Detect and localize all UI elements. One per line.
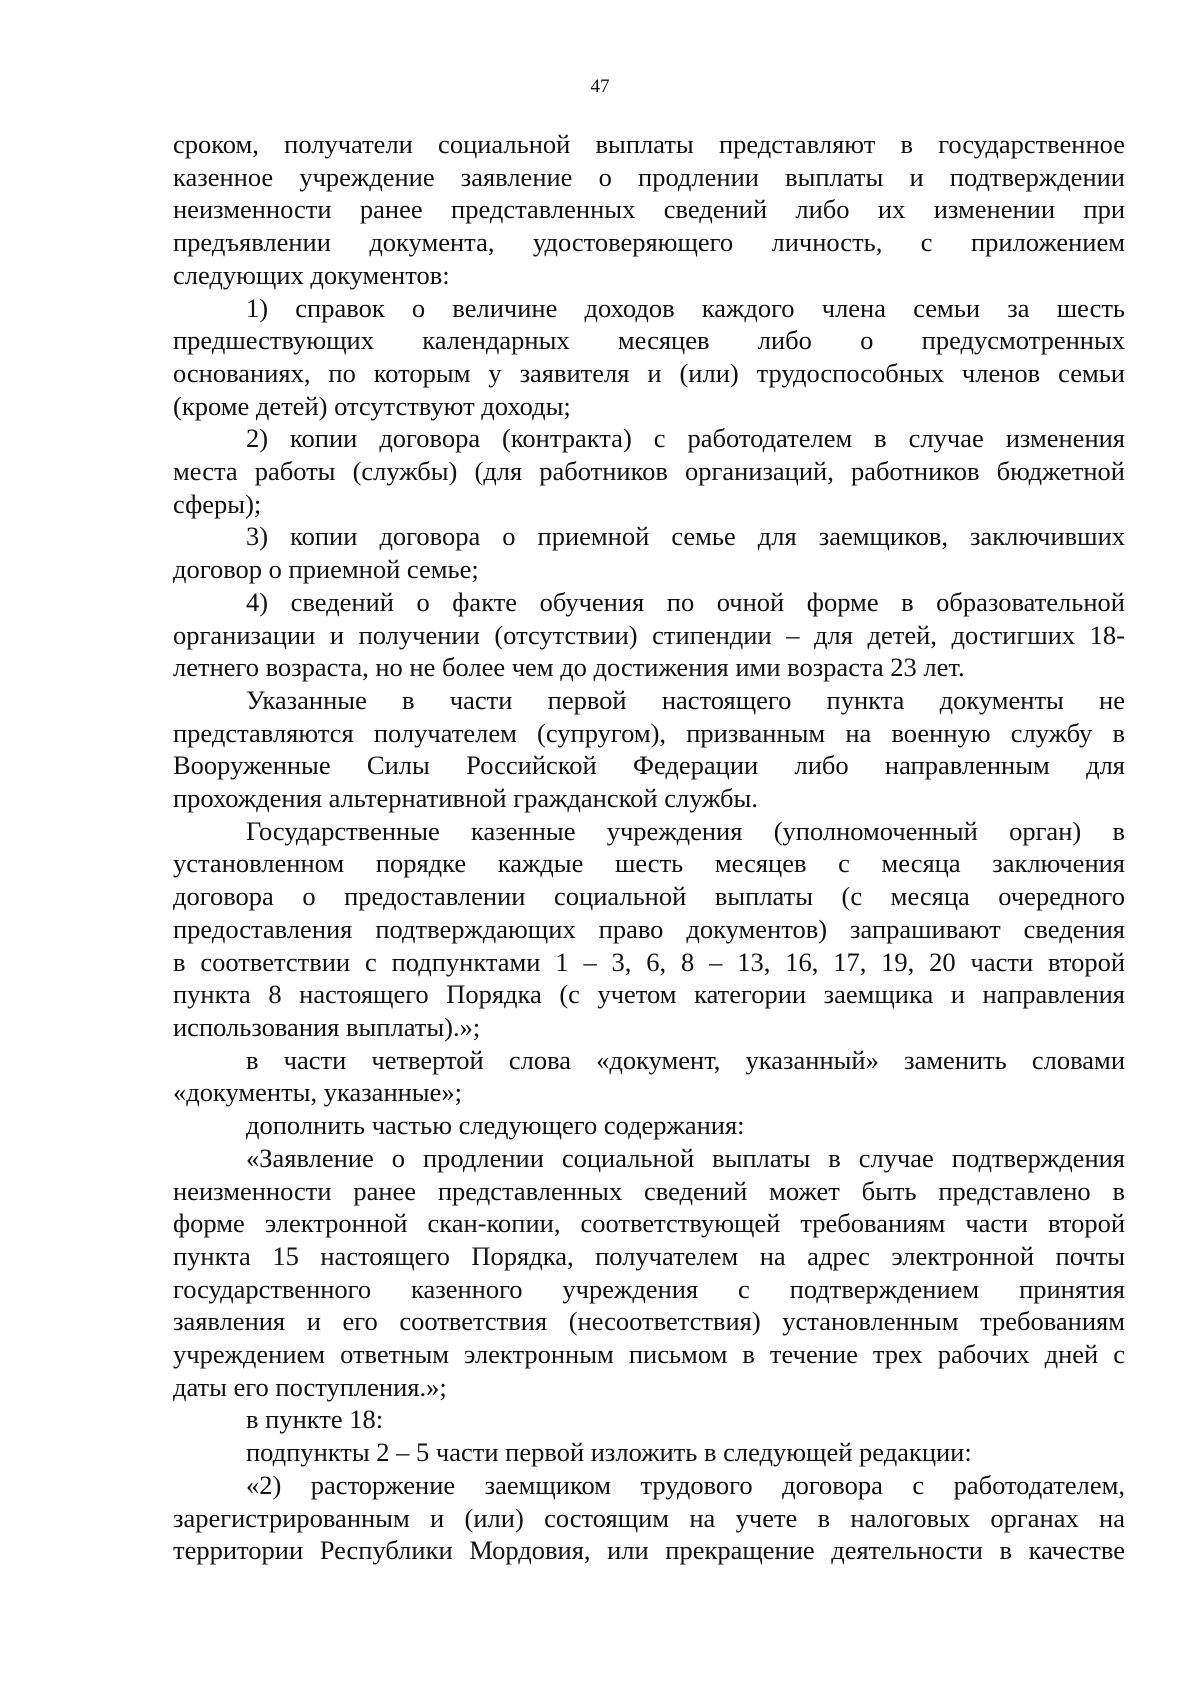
- text-line: предшествующих календарных месяцев либо о предусмотренных: [173, 325, 1125, 356]
- text-line: сферы);: [173, 488, 262, 519]
- text-line: места работы (службы) (для работников организаций, работников бюджетной: [173, 456, 1125, 487]
- text-line: 1) справок о величине доходов каждого члена семьи за шесть: [246, 292, 1125, 323]
- text-line: летнего возраста, но не более чем до достижения ими возраста 23 лет.: [173, 652, 965, 683]
- text-line: установленном порядке каждые шесть месяцев с месяца заключения: [173, 848, 1125, 879]
- text-line: «2) расторжение заемщиком трудового договора с работодателем,: [246, 1469, 1125, 1500]
- text-line: договор о приемной семье;: [173, 554, 479, 585]
- text-line: в пункте 18:: [246, 1404, 384, 1435]
- text-line: «документы, указанные»;: [173, 1077, 462, 1108]
- text-line: казенное учреждение заявление о продлении выплаты и подтверждении: [173, 161, 1125, 192]
- text-line: в соответствии с подпунктами 1 – 3, 6, 8 – 13, 16, 17, 19, 20 части второй: [173, 946, 1125, 977]
- text-line: Вооруженные Силы Российской Федерации либо направленным для: [173, 750, 1125, 781]
- text-line: учреждением ответным электронным письмом в течение трех рабочих дней с: [173, 1339, 1125, 1370]
- text-line: основаниях, по которым у заявителя и (или) трудоспособных членов семьи: [173, 357, 1125, 388]
- text-line: пункта 8 настоящего Порядка (с учетом категории заемщика и направления: [173, 979, 1125, 1010]
- text-line: Указанные в части первой настоящего пункта документы не: [246, 684, 1125, 715]
- text-line: государственного казенного учреждения с подтверждением принятия: [173, 1273, 1125, 1304]
- text-line: прохождения альтернативной гражданской службы.: [173, 783, 758, 814]
- text-line: территории Республики Мордовия, или прекращение деятельности в качестве: [173, 1535, 1125, 1566]
- text-line: неизменности ранее представленных сведений может быть представлено в: [173, 1175, 1125, 1206]
- text-line: в части четвертой слова «документ, указанный» заменить словами: [246, 1044, 1125, 1075]
- text-line: следующих документов:: [173, 259, 450, 290]
- text-line: неизменности ранее представленных сведений либо их изменении при: [173, 194, 1125, 225]
- text-line: Государственные казенные учреждения (уполномоченный орган) в: [246, 815, 1125, 846]
- text-line: дополнить частью следующего содержания:: [246, 1110, 745, 1141]
- text-line: предоставления подтверждающих право документов) запрашивают сведения: [173, 913, 1125, 944]
- text-line: форме электронной скан-копии, соответствующей требованиям части второй: [173, 1208, 1125, 1239]
- text-line: 4) сведений о факте обучения по очной форме в образовательной: [246, 586, 1125, 617]
- text-line: организации и получении (отсутствии) стипендии – для детей, достигших 18-: [173, 619, 1125, 650]
- text-line: использования выплаты).»;: [173, 1011, 481, 1042]
- text-line: сроком, получатели социальной выплаты представляют в государственное: [173, 129, 1125, 159]
- text-line: 2) копии договора (контракта) с работодателем в случае изменения: [246, 423, 1125, 454]
- page-number: 47: [590, 76, 610, 97]
- text-line: пункта 15 настоящего Порядка, получателем на адрес электронной почты: [173, 1240, 1125, 1271]
- text-line: (кроме детей) отсутствуют доходы;: [173, 390, 571, 421]
- text-line: 3) копии договора о приемной семье для заемщиков, заключивших: [246, 521, 1125, 552]
- text-line: представляются получателем (супругом), призванным на военную службу в: [173, 717, 1125, 748]
- text-line: заявления и его соответствия (несоответствия) установленным требованиям: [173, 1306, 1125, 1337]
- text-line: договора о предоставлении социальной выплаты (с месяца очередного: [173, 881, 1125, 912]
- document-body: [173, 128, 1125, 1567]
- text-line: даты его поступления.»;: [173, 1371, 447, 1402]
- text-line: зарегистрированным и (или) состоящим на учете в налоговых органах на: [173, 1502, 1125, 1533]
- text-line: подпункты 2 – 5 части первой изложить в следующей редакции:: [246, 1437, 972, 1468]
- text-line: «Заявление о продлении социальной выплаты в случае подтверждения: [246, 1142, 1125, 1173]
- text-line: предъявлении документа, удостоверяющего личность, с приложением: [173, 227, 1125, 258]
